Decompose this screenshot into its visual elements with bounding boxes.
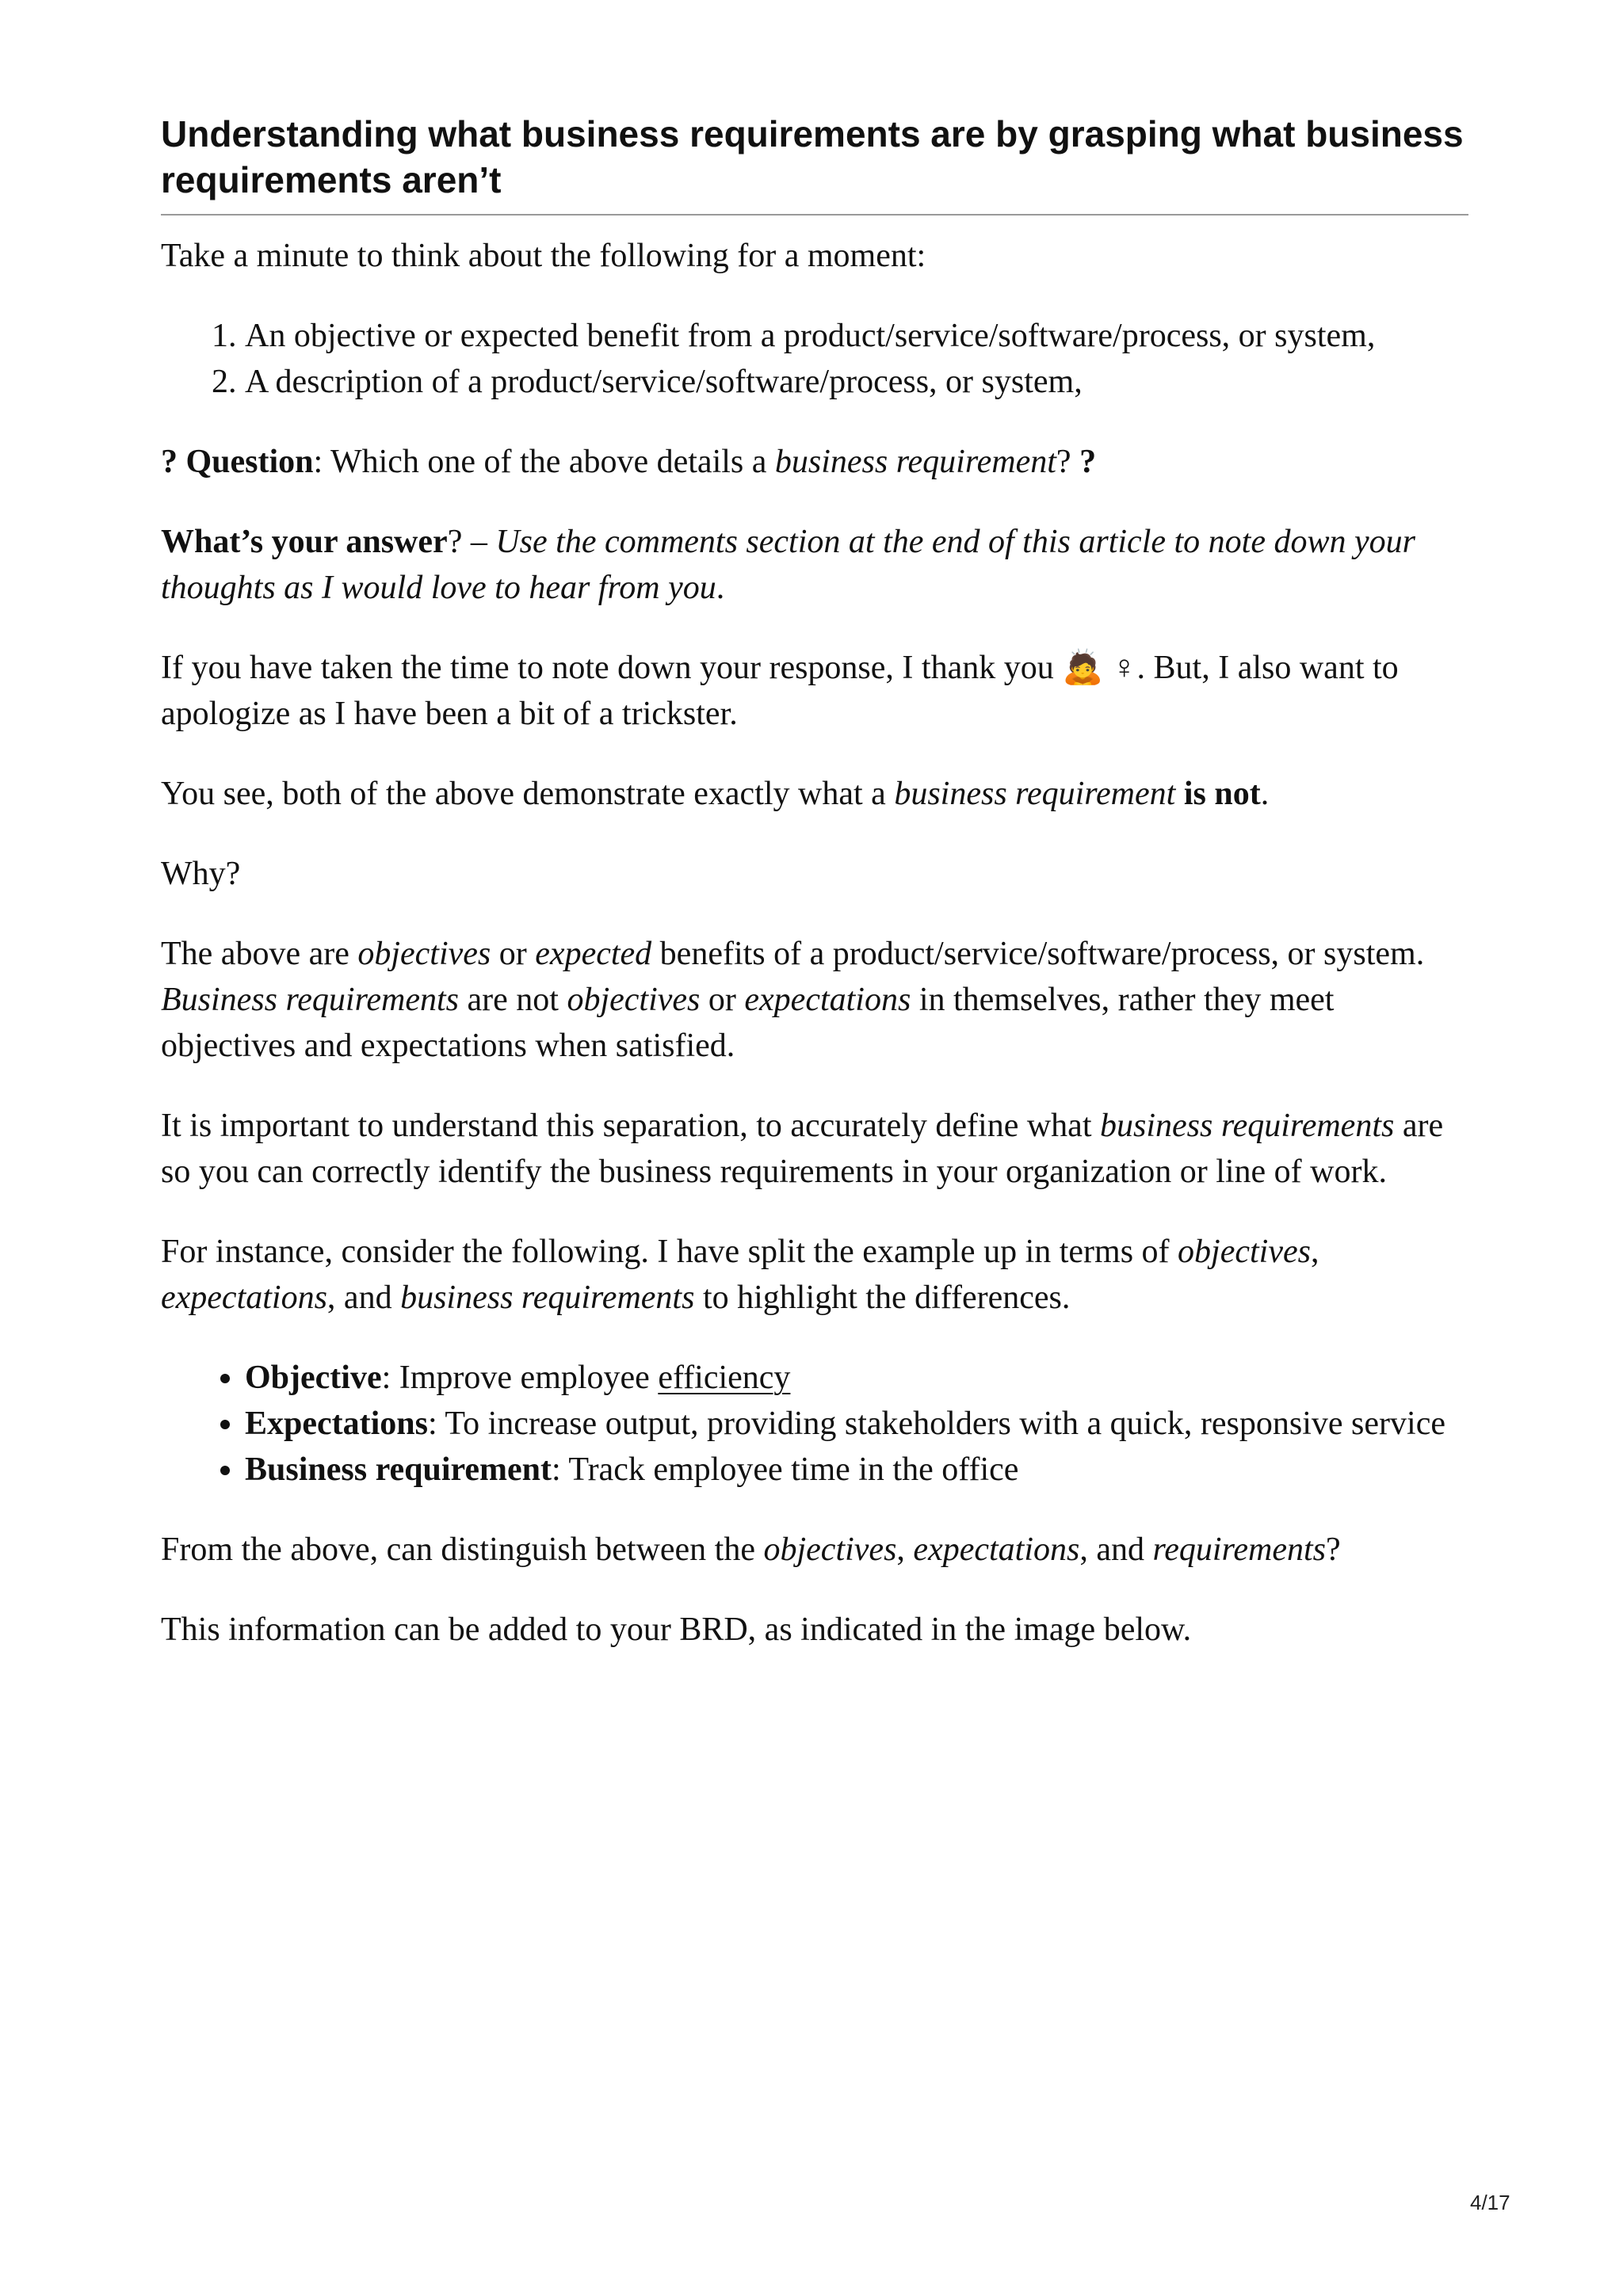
- section-heading: Understanding what business requirements are by grasping what business requirements aren’t: [161, 111, 1468, 215]
- bullet-label: Business requirement: [245, 1451, 552, 1488]
- answer-prompt: Use the comments section at the end of this article to note down your thoughts as I would love to hear from you: [161, 524, 1415, 606]
- answer-label: What’s your answer: [161, 524, 448, 560]
- brd-paragraph: This information can be added to your BRD, as indicated in the image below.: [161, 1611, 1192, 1648]
- text-run: It is important to understand this separation, to accurately define what: [161, 1108, 1100, 1144]
- text-run: ?: [1326, 1531, 1341, 1568]
- emphasis-run: expectations: [161, 1280, 327, 1316]
- you-see-emphasis: business requirement: [894, 776, 1176, 812]
- text-run: are not: [459, 982, 567, 1018]
- question-emphasis: business requirement: [774, 444, 1056, 480]
- bullet-label: Expectations: [245, 1405, 428, 1442]
- you-see-period: .: [1260, 776, 1270, 812]
- emphasis-run: business requirements: [1099, 1108, 1395, 1144]
- emphasis-run: objectives: [1178, 1234, 1311, 1270]
- text-run: to highlight the differences.: [694, 1280, 1071, 1316]
- text-run: ,: [896, 1531, 914, 1568]
- question-mark-icon: ?: [161, 444, 178, 480]
- article-body: [161, 233, 1468, 1653]
- bullet-item-objective: [245, 1355, 1468, 1401]
- text-run: From the above, can distinguish between the: [161, 1531, 764, 1568]
- emphasis-run: objectives: [357, 936, 491, 972]
- objectives-paragraph: [161, 931, 1468, 1069]
- question-text: : Which one of the above details a: [313, 444, 775, 480]
- bullet-text: : Improve employee: [381, 1360, 659, 1396]
- emphasis-run: objectives: [763, 1531, 897, 1568]
- emphasis-run: business requirements: [400, 1280, 695, 1316]
- text-run: The above are: [161, 936, 358, 972]
- bowing-person-emoji-icon: 🙇 ♀: [1062, 650, 1137, 686]
- text-run: or: [491, 936, 536, 972]
- bullet-text: : Track employee time in the office: [551, 1451, 1019, 1488]
- you-see-text: You see, both of the above demonstrate exactly what a: [161, 776, 895, 812]
- text-run: ,: [1310, 1234, 1319, 1270]
- text-run: , and: [1079, 1531, 1153, 1568]
- answer-separator: ? –: [447, 524, 496, 560]
- you-see-bold: is not: [1175, 776, 1261, 812]
- thanks-paragraph: [161, 645, 1468, 737]
- text-run: in themselves, rather they meet objectives and expectations when satisfied.: [161, 982, 1335, 1064]
- numbered-list: [161, 313, 1468, 405]
- question-after: ?: [1056, 444, 1080, 480]
- instance-paragraph: [161, 1229, 1468, 1321]
- bullet-item-business-requirement: [245, 1447, 1468, 1493]
- page-number: 4/17: [1470, 2191, 1510, 2214]
- intro-paragraph: Take a minute to think about the following for a moment:: [161, 238, 926, 274]
- thanks-text: If you have taken the time to note down your response, I thank you: [161, 650, 1063, 686]
- efficiency-link[interactable]: efficiency: [658, 1360, 791, 1396]
- bullet-label: Objective: [245, 1360, 382, 1396]
- numbered-list-item: 2. A description of a product/service/software/process, or system,: [245, 359, 1468, 405]
- bullet-text: : To increase output, providing stakeholders with a quick, responsive service: [428, 1405, 1445, 1442]
- question-paragraph: [161, 439, 1468, 485]
- why-paragraph: Why?: [161, 856, 241, 892]
- emphasis-run: expected: [535, 936, 652, 972]
- text-run: are so you can correctly identify the business requirements in your organization or line of work.: [161, 1108, 1444, 1190]
- question-mark-icon: ?: [1079, 444, 1097, 480]
- distinguish-paragraph: [161, 1527, 1468, 1573]
- separation-paragraph: [161, 1103, 1468, 1195]
- bullet-list: [161, 1355, 1468, 1493]
- article-page: [161, 111, 1468, 1687]
- text-run: or: [700, 982, 745, 1018]
- thanks-text-continued: . But, I also want to apologize as I have been a bit of a trickster.: [161, 650, 1399, 732]
- you-see-paragraph: [161, 771, 1468, 817]
- text-run: benefits of a product/service/software/process, or system.: [651, 936, 1425, 972]
- question-label: Question: [185, 444, 314, 480]
- answer-period: .: [716, 570, 725, 606]
- emphasis-run: expectations: [744, 982, 911, 1018]
- text-run: , and: [327, 1280, 401, 1316]
- bullet-item-expectations: [245, 1401, 1468, 1447]
- answer-paragraph: [161, 519, 1468, 611]
- emphasis-run: Business requirements: [161, 982, 460, 1018]
- text-run: For instance, consider the following. I have split the example up in terms of: [161, 1234, 1178, 1270]
- emphasis-run: expectations: [913, 1531, 1080, 1568]
- emphasis-run: objectives: [567, 982, 701, 1018]
- numbered-list-item: 1. An objective or expected benefit from a product/service/software/process, or system,: [245, 313, 1468, 359]
- emphasis-run: requirements: [1152, 1531, 1327, 1568]
